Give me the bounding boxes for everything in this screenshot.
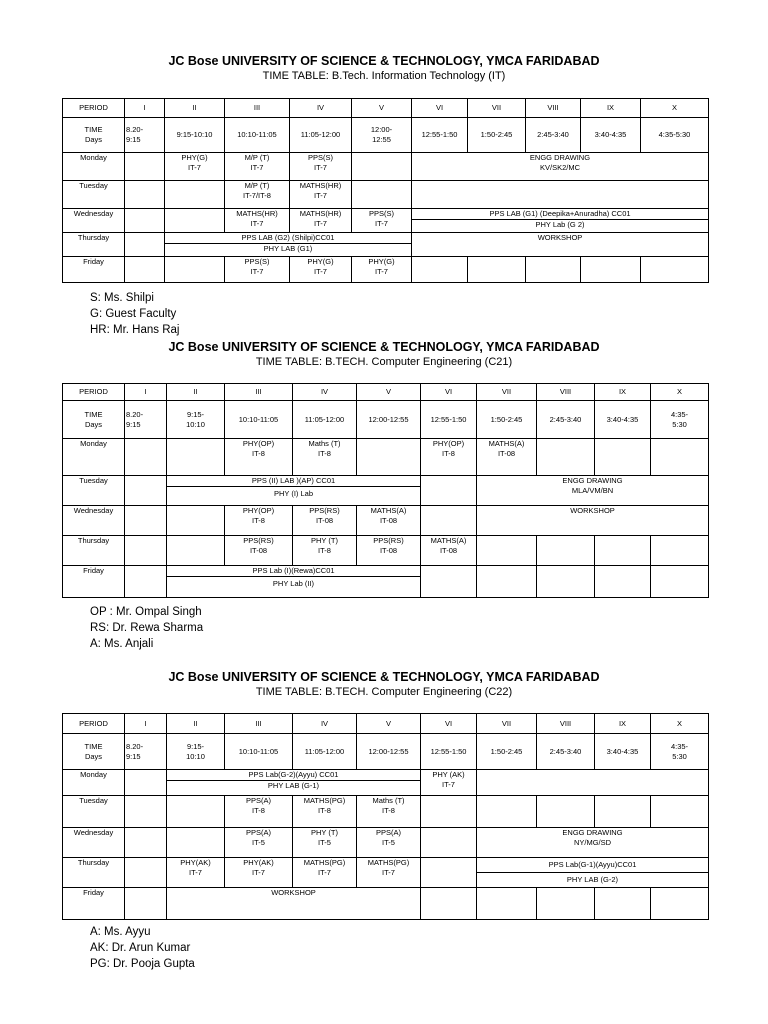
tt1-title: JC Bose UNIVERSITY OF SCIENCE & TECHNOLOGY, YMCA FARIDABAD xyxy=(168,54,600,68)
period-header: V xyxy=(357,384,421,401)
period-header: VIII xyxy=(526,99,581,118)
slot-class: MATHS(HR) IT-7 xyxy=(290,209,352,233)
period-header: IX xyxy=(595,384,651,401)
slot-empty xyxy=(421,888,477,920)
slot-empty xyxy=(125,257,165,283)
days-label: Days xyxy=(84,751,103,761)
time-slot: 1:50-2:45 xyxy=(468,118,526,153)
slot-empty xyxy=(357,439,421,476)
slot-empty xyxy=(125,439,167,476)
tt3-subtitle: TIME TABLE: B.TECH. Computer Engineering (C22) xyxy=(255,686,513,698)
slot-class: PHY(G) IT-7 xyxy=(165,153,225,181)
slot-empty xyxy=(412,257,468,283)
period-header: III xyxy=(225,384,293,401)
tt2-subtitle: TIME TABLE: B.TECH. Computer Engineering (C21) xyxy=(255,356,513,368)
lab-line: PPS Lab(G-2)(Ayyu) CC01 xyxy=(248,770,339,779)
slot-class: PHY(AK) IT-7 xyxy=(225,858,293,888)
slot-empty xyxy=(167,506,225,536)
slot-class: PHY(OP) IT-8 xyxy=(421,439,477,476)
period-header: VIII xyxy=(537,714,595,734)
period-header: VIII xyxy=(537,384,595,401)
slot-empty xyxy=(421,506,477,536)
time-slot: 8.20- 9:15 xyxy=(125,401,167,439)
slot-class: PHY (AK) IT-7 xyxy=(421,770,477,796)
legend-item: S: Ms. Shilpi xyxy=(90,292,154,304)
slot-class: Maths (T) IT-8 xyxy=(293,439,357,476)
day-thursday: Thursday xyxy=(63,536,125,566)
slot-empty xyxy=(125,566,167,598)
time-slot: 3:40-4:35 xyxy=(595,401,651,439)
tt3-title: JC Bose UNIVERSITY OF SCIENCE & TECHNOLOGY, YMCA FARIDABAD xyxy=(168,670,600,684)
legend-item: G: Guest Faculty xyxy=(90,308,177,320)
slot-class: MATHS(PG) IT-7 xyxy=(357,858,421,888)
day-thursday: Thursday xyxy=(63,233,125,257)
time-label: TIME xyxy=(84,409,103,419)
day-friday: Friday xyxy=(63,566,125,598)
lab-line: PPS Lab (I)(Rewa)CC01 xyxy=(252,566,335,575)
tt2-title: JC Bose UNIVERSITY OF SCIENCE & TECHNOLOGY, YMCA FARIDABAD xyxy=(168,340,600,354)
legend-item: OP : Mr. Ompal Singh xyxy=(90,606,202,618)
slot-empty xyxy=(125,233,165,257)
time-slot: 10:10-11:05 xyxy=(225,734,293,770)
slot-empty xyxy=(651,439,709,476)
slot-empty xyxy=(537,439,595,476)
slot-empty xyxy=(352,153,412,181)
lab-line: PPS LAB (G2) (Shilpi)CC01 xyxy=(241,233,335,242)
slot-empty xyxy=(641,257,709,283)
tt3-legend xyxy=(90,924,195,972)
period-header: IX xyxy=(581,99,641,118)
tt2-legend xyxy=(90,604,203,652)
slot-class: ENGG DRAWING NY/MG/SD xyxy=(477,828,709,858)
period-header: X xyxy=(651,384,709,401)
time-slot: 3:40-4:35 xyxy=(595,734,651,770)
slot-class: WORKSHOP xyxy=(412,233,709,257)
lab-line: PHY (I) Lab xyxy=(166,486,421,501)
slot-empty xyxy=(537,536,595,566)
time-days-label xyxy=(63,401,125,439)
tt3-table xyxy=(62,713,709,920)
tt1-table xyxy=(62,98,709,283)
time-slot: 12:00-12:55 xyxy=(357,401,421,439)
slot-empty xyxy=(526,257,581,283)
time-slot: 12:55-1:50 xyxy=(421,734,477,770)
slot-empty xyxy=(651,796,709,828)
time-slot: 12:55-1:50 xyxy=(421,401,477,439)
slot-class: MATHS(A) IT-08 xyxy=(477,439,537,476)
slot-empty xyxy=(477,566,537,598)
time-slot: 11:05-12:00 xyxy=(293,734,357,770)
period-label: PERIOD xyxy=(63,99,125,118)
slot-empty xyxy=(651,566,709,598)
time-slot: 1:50-2:45 xyxy=(477,401,537,439)
days-label: Days xyxy=(84,419,103,429)
slot-class: ENGG DRAWING MLA/VM/BN xyxy=(477,476,709,506)
slot-class: PHY(G) IT-7 xyxy=(290,257,352,283)
slot-empty xyxy=(595,536,651,566)
slot-empty xyxy=(352,181,412,209)
slot-empty xyxy=(165,181,225,209)
slot-class: Maths (T) IT-8 xyxy=(357,796,421,828)
lab-line: PHY LAB (G-1) xyxy=(166,780,421,791)
tt1-subtitle: TIME TABLE: B.Tech. Information Technology (IT) xyxy=(262,70,506,82)
slot-empty xyxy=(421,476,477,506)
slot-class: PHY(AK) IT-7 xyxy=(167,858,225,888)
slot-empty xyxy=(165,257,225,283)
period-header: IV xyxy=(290,99,352,118)
slot-class: PPS(RS) IT-08 xyxy=(357,536,421,566)
slot-class: PPS(RS) IT-08 xyxy=(293,506,357,536)
slot-empty xyxy=(651,536,709,566)
slot-empty xyxy=(125,506,167,536)
slot-empty xyxy=(421,858,477,888)
time-label: TIME xyxy=(84,125,103,134)
day-monday: Monday xyxy=(63,770,125,796)
tt2-table xyxy=(62,383,709,598)
period-header: V xyxy=(357,714,421,734)
day-monday: Monday xyxy=(63,439,125,476)
slot-class: PPS(A) IT-5 xyxy=(357,828,421,858)
slot-empty xyxy=(595,796,651,828)
period-header: VII xyxy=(468,99,526,118)
time-slot: 11:05-12:00 xyxy=(293,401,357,439)
day-friday: Friday xyxy=(63,888,125,920)
period-header: VII xyxy=(477,384,537,401)
slot-class: WORKSHOP xyxy=(167,888,421,920)
lab-line: PHY Lab (II) xyxy=(166,576,421,591)
slot-class: MATHS(PG) IT-8 xyxy=(293,796,357,828)
slot-empty xyxy=(421,828,477,858)
legend-item: A: Ms. Ayyu xyxy=(90,926,151,938)
period-header: I xyxy=(125,384,167,401)
period-header: VI xyxy=(421,384,477,401)
slot-empty xyxy=(477,536,537,566)
slot-class: MATHS(A) IT-08 xyxy=(421,536,477,566)
lab-line: PPS Lab(G-1)(Ayyu)CC01 xyxy=(548,860,637,869)
time-slot: 10:10-11:05 xyxy=(225,118,290,153)
day-tuesday: Tuesday xyxy=(63,181,125,209)
lab-line: PHY LAB (G-2) xyxy=(476,872,709,887)
day-wednesday: Wednesday xyxy=(63,209,125,233)
time-slot: 4:35- 5:30 xyxy=(651,734,709,770)
time-days-label xyxy=(63,118,125,153)
days-label: Days xyxy=(84,135,103,144)
legend-item: A: Ms. Anjali xyxy=(90,638,154,650)
tt1-legend xyxy=(90,290,179,338)
slot-empty xyxy=(477,888,537,920)
slot-empty xyxy=(125,536,167,566)
slot-empty xyxy=(537,566,595,598)
day-wednesday: Wednesday xyxy=(63,506,125,536)
slot-class: PPS(S) IT-7 xyxy=(352,209,412,233)
slot-empty xyxy=(125,153,165,181)
period-header: III xyxy=(225,99,290,118)
slot-empty xyxy=(167,536,225,566)
lab-line: PHY LAB (G1) xyxy=(164,243,412,254)
slot-class: PPS(A) IT-5 xyxy=(225,828,293,858)
legend-item: HR: Mr. Hans Raj xyxy=(90,324,180,336)
time-slot: 12:00-12:55 xyxy=(357,734,421,770)
slot-empty xyxy=(125,858,167,888)
time-slot: 4:35-5:30 xyxy=(641,118,709,153)
time-slot: 10:10-11:05 xyxy=(225,401,293,439)
day-tuesday: Tuesday xyxy=(63,796,125,828)
slot-class: PHY (T) IT-8 xyxy=(293,536,357,566)
slot-class: MATHS(HR) IT-7 xyxy=(290,181,352,209)
slot-empty xyxy=(595,566,651,598)
slot-empty xyxy=(477,796,537,828)
legend-item: AK: Dr. Arun Kumar xyxy=(90,942,191,954)
legend-item: RS: Dr. Rewa Sharma xyxy=(90,622,204,634)
slot-empty xyxy=(595,888,651,920)
slot-class: PHY(OP) IT-8 xyxy=(225,506,293,536)
time-slot: 2:45-3:40 xyxy=(537,734,595,770)
slot-empty xyxy=(165,209,225,233)
slot-empty xyxy=(537,888,595,920)
time-slot: 2:45-3:40 xyxy=(526,118,581,153)
time-slot: 9:15- 10:10 xyxy=(167,734,225,770)
time-slot: 8.20- 9:15 xyxy=(125,118,165,153)
slot-class: ENGG DRAWING KV/SK2/MC xyxy=(412,153,709,181)
slot-class: M/P (T) IT-7 xyxy=(225,153,290,181)
time-slot: 9:15-10:10 xyxy=(165,118,225,153)
slot-class: PPS(A) IT-8 xyxy=(225,796,293,828)
slot-class: M/P (T) IT-7/IT-8 xyxy=(225,181,290,209)
slot-empty xyxy=(125,209,165,233)
legend-item: PG: Dr. Pooja Gupta xyxy=(90,958,195,970)
slot-lab xyxy=(165,233,412,257)
period-header: V xyxy=(352,99,412,118)
slot-class: PPS(S) IT-7 xyxy=(225,257,290,283)
slot-empty xyxy=(125,181,165,209)
slot-empty xyxy=(125,828,167,858)
day-thursday: Thursday xyxy=(63,858,125,888)
day-friday: Friday xyxy=(63,257,125,283)
slot-empty xyxy=(125,888,167,920)
period-header: III xyxy=(225,714,293,734)
period-header: VI xyxy=(421,714,477,734)
slot-class: WORKSHOP xyxy=(477,506,709,536)
time-slot: 2:45-3:40 xyxy=(537,401,595,439)
slot-empty xyxy=(468,257,526,283)
period-header: I xyxy=(125,714,167,734)
time-slot: 9:15- 10:10 xyxy=(167,401,225,439)
slot-class: MATHS(PG) IT-7 xyxy=(293,858,357,888)
day-tuesday: Tuesday xyxy=(63,476,125,506)
time-label: TIME xyxy=(84,741,103,751)
period-header: X xyxy=(651,714,709,734)
period-header: II xyxy=(167,714,225,734)
period-header: II xyxy=(167,384,225,401)
slot-empty xyxy=(595,439,651,476)
time-slot: 12:00- 12:55 xyxy=(352,118,412,153)
time-slot: 11:05-12:00 xyxy=(290,118,352,153)
slot-empty xyxy=(421,566,477,598)
slot-empty xyxy=(412,181,709,209)
period-header: X xyxy=(641,99,709,118)
slot-lab xyxy=(167,476,421,506)
slot-empty xyxy=(167,439,225,476)
slot-lab xyxy=(412,209,709,233)
slot-lab xyxy=(167,566,421,598)
slot-empty xyxy=(651,888,709,920)
slot-class: PHY (T) IT-5 xyxy=(293,828,357,858)
slot-lab xyxy=(167,770,421,796)
day-monday: Monday xyxy=(63,153,125,181)
time-days-label xyxy=(63,734,125,770)
slot-class: PHY(G) IT-7 xyxy=(352,257,412,283)
period-header: IV xyxy=(293,384,357,401)
slot-empty xyxy=(421,796,477,828)
period-header: IX xyxy=(595,714,651,734)
period-label: PERIOD xyxy=(63,384,125,401)
lab-line: PHY Lab (G 2) xyxy=(411,219,709,230)
slot-empty xyxy=(477,770,709,796)
slot-class: PPS(RS) IT-08 xyxy=(225,536,293,566)
slot-lab xyxy=(477,858,709,888)
time-slot: 3:40-4:35 xyxy=(581,118,641,153)
slot-empty xyxy=(125,770,167,796)
day-wednesday: Wednesday xyxy=(63,828,125,858)
slot-class: MATHS(HR) IT-7 xyxy=(225,209,290,233)
slot-empty xyxy=(125,796,167,828)
period-header: IV xyxy=(293,714,357,734)
period-header: II xyxy=(165,99,225,118)
slot-class: PPS(S) IT-7 xyxy=(290,153,352,181)
slot-empty xyxy=(537,796,595,828)
time-slot: 8.20- 9:15 xyxy=(125,734,167,770)
lab-line: PPS (II) LAB )(AP) CC01 xyxy=(251,476,336,485)
period-header: I xyxy=(125,99,165,118)
slot-empty xyxy=(581,257,641,283)
period-header: VII xyxy=(477,714,537,734)
slot-empty xyxy=(167,828,225,858)
slot-class: PHY(OP) IT-8 xyxy=(225,439,293,476)
period-label: PERIOD xyxy=(63,714,125,734)
time-slot: 12:55-1:50 xyxy=(412,118,468,153)
lab-line: PPS LAB (G1) (Deepika+Anuradha) CC01 xyxy=(489,209,631,218)
time-slot: 1:50-2:45 xyxy=(477,734,537,770)
slot-empty xyxy=(125,476,167,506)
slot-class: MATHS(A) IT-08 xyxy=(357,506,421,536)
slot-empty xyxy=(167,796,225,828)
period-header: VI xyxy=(412,99,468,118)
time-slot: 4:35- 5:30 xyxy=(651,401,709,439)
